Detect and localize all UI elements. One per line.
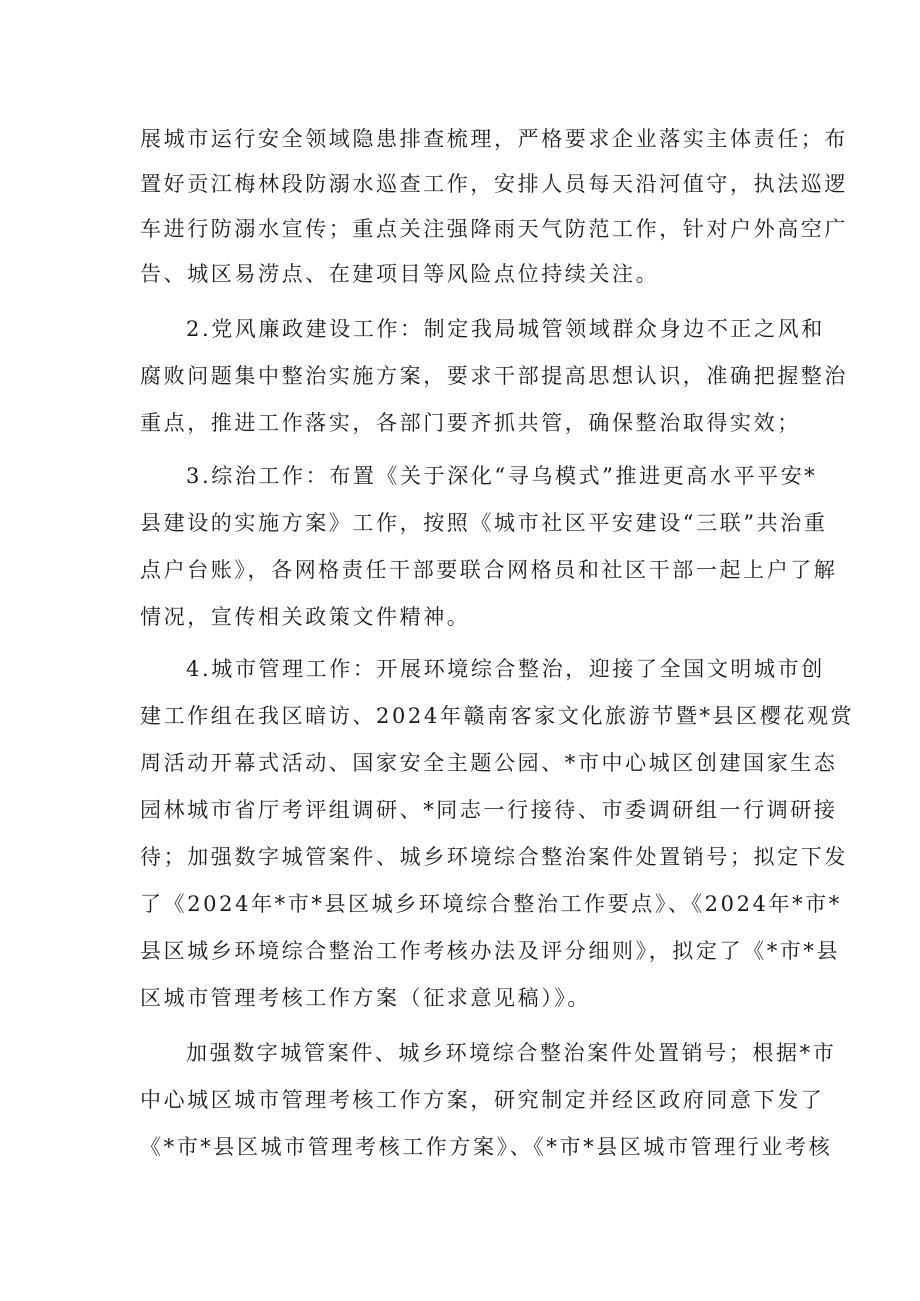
text-line: 县区城乡环境综合整治工作考核办法及评分细则》，拟定了《*市*县 [140,939,841,963]
paragraph-4-start: 4.城市管理工作：开展环境综合整治，迎接了全国文明城市创 [186,657,825,681]
text-line: 周活动开幕式活动、国家安全主题公园、*市中心城区创建国家生态 [140,751,838,775]
paragraph-3-start: 3.综治工作：布置《关于深化“寻乌模式”推进更高水平平安* [186,464,818,488]
text-line: 了《2024年*市*县区城乡环境综合整治工作要点》、《2024年*市* [140,892,842,916]
text-line: 重点，推进工作落实，各部门要齐抓共管，确保整治取得实效； [140,411,801,435]
text-line: 情况，宣传相关政策文件精神。 [140,605,471,629]
text-line: 待；加强数字城管案件、城乡环境综合整治案件处置销号；拟定下发 [140,845,848,869]
text-line: 告、城区易涝点、在建项目等风险点位持续关注。 [140,262,660,286]
text-line: 腐败问题集中整治实施方案，要求干部提高思想认识，准确把握整治 [140,364,848,388]
text-line: 园林城市省厅考评组调研、*同志一行接待、市委调研组一行调研接 [140,798,838,822]
text-line: 中心城区城市管理考核工作方案，研究制定并经区政府同意下发了 [140,1088,825,1112]
paragraph-5-start: 加强数字城管案件、城乡环境综合整治案件处置销号；根据*市 [186,1041,837,1065]
text-line: 建工作组在我区暗访、2024年赣南客家文化旅游节暨*县区樱花观赏 [140,704,855,728]
text-line: 《*市*县区城市管理考核工作方案》、《*市*县区城市管理行业考核 [140,1135,833,1159]
text-line: 展城市运行安全领域隐患排查梳理，严格要求企业落实主体责任；布 [140,127,848,151]
paragraph-2-start: 2.党风廉政建设工作：制定我局城管领域群众身边不正之风和 [186,317,825,341]
text-line: 区城市管理考核工作方案（征求意见稿）》。 [140,986,591,1010]
text-line: 县建设的实施方案》工作，按照《城市社区平安建设“三联”共治重 [140,511,828,535]
text-line: 车进行防溺水宣传；重点关注强降雨天气防范工作，针对户外高空广 [140,217,848,241]
text-line: 置好贡江梅林段防溺水巡查工作，安排人员每天沿河值守，执法巡逻 [140,172,848,196]
text-line: 点户台账》，各网格责任干部要联合网格员和社区干部一起上户了解 [140,558,838,582]
